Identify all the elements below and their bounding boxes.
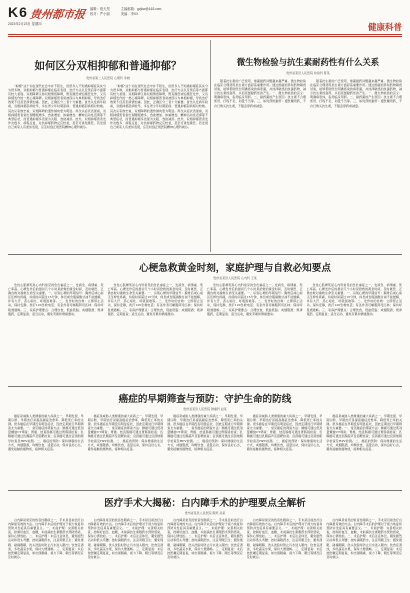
editor-info [90, 7, 320, 17]
article-body-cont: “抑郁”这个词在现代社会中并不陌生，但很多人不知道抑郁症其实分为很多种，双相抑郁与普通抑郁在临床表现、治疗方法以及预后等方面都有较大差别。双相障碍又称双相情感障碍，既有躁狂或轻躁狂发作，又有抑郁发作的一类心境障碍。双相抑郁患者常被误诊为单相抑郁，导致治疗效果不佳甚至病情加重。因此，正确区分二者十分重要。首先从发病年龄看，双相抑郁起病较早，多在青少年时期起病；普通抑郁起病相对较晚。其次从家族史看，双相障碍的遗传倾向更为明显。再次从症状表现看，双相抑郁患者常出现睡眠增多、食欲增加、体重增加、精神运动性迟滞等不典型症状，而普通抑郁多表现为失眠、食欲减退。此外，双相抑郁患者发作次数多、病程反复，对抗抑郁药物反应较差，甚至可诱发躁狂。若发现自己或家人有类似表现，应及时到正规医院精神心理科就诊。 [110, 84, 208, 129]
article-body: 白内障是常见的致盲性眼病之一，手术是目前治疗白内障最有效的方法。白内障手术后的护理对于视力恢复和预防并发症具有重要意义。一、术前护理：完善相关检查，控制好血压、血糖，术前滴抗生素眼药水预防感染，保持心情放松。二、术后护理：术后注意休息，避免剧烈运动和低头弯腰；按时滴眼药水，注意用眼卫生；避免揉眼、碰撞眼睛，洗头洗脸时防止污水进入眼内；饮食宜清淡，多吃蔬菜水果，保持大便通畅。三、定期复查：术后按医嘱定期复查，如出现眼痛、视力下降、眼红等情况应及时就诊。 [8, 518, 84, 559]
article-body: 癌症是威胁人类健康的重大疾病之一，早期发现、早期诊断、早期治疗是提高癌症治愈率、降低死亡率的关键。很多癌症在早期没有明显症状，因此定期进行早期筛查尤为重要。一、常见癌症的筛查方法：肺癌可通过低剂量螺旋CT筛查；胃癌、结直肠癌可通过胃肠镜检查；乳腺癌可通过乳腺超声及钼靶检查；宫颈癌可通过宫颈细胞学检查及HPV检测。二、癌症的预防：保持健康的生活方式，戒烟限酒，均衡饮食，适量运动，保持良好心态，避免接触致癌物质，接种相关疫苗。 [8, 414, 84, 451]
section-divider [8, 386, 402, 387]
article-title: 医疗手术大揭秘：白内障手术的护理要点全解析 [104, 498, 306, 509]
column-divider [210, 40, 211, 252]
article-body: 急性心肌梗死是心内科常见的急危重症之一，发病急、病情重、死亡率高。心梗发作后的最初几个小时是抢救的黄金时间，及时就医、正确自救对挽救生命至关重要。一、识别心梗的早期信号：胸骨后或心前区压榨性疼痛，持续时间超过15分钟，休息或含服硝酸甘油不能缓解，伴有大汗、恶心呕吐、呼吸困难等。二、发作时的自救：立即停止活动，保持安静，拨打120急救电话；有条件者可嚼服阿司匹林；保持呼吸道通畅。三、家庭护理要点：合理饮食，低盐低脂；戒烟限酒；规律服药，定期复查；适当运动，避免劳累和情绪激动。 [8, 283, 104, 316]
dateline: 2023年2月23日 星期四 [8, 22, 42, 26]
article-title: 心梗急救黄金时刻，家庭护理与自救必知要点 [139, 263, 331, 274]
section-divider [8, 254, 402, 255]
header-rule [8, 34, 402, 35]
article-body: 随着抗生素的广泛使用，细菌耐药问题越来越严重。微生物检验在临床合理使用抗生素方面起着重要作用。通过细菌培养和药物敏感试验，能够帮助医生明确感染的病原菌，并选择敏感的抗菌药物，减少抗生素的滥用，从而延缓耐药性的产生。一、微生物检验的意义：明确病原体，指导临床用药。二、耐药菌的产生原因：抗生素不合理使用、疗程不足、剂量不当等。三、如何预防耐药：遵医嘱用药，不自行购买抗生素，不随意停药或减量。 [214, 79, 306, 108]
proofreader: 校对：严小丽 [90, 12, 110, 16]
paper-logo: 贵州都市报 [29, 8, 86, 21]
article-microbiology [214, 40, 402, 252]
article-byline: 贵州省某县人民医院 检验科 陈某 [286, 71, 330, 75]
designer: 美编：李XX [120, 12, 139, 16]
article-body-cont: 白内障是常见的致盲性眼病之一，手术是目前治疗白内障最有效的方法。白内障手术后的护理对于视力恢复和预防并发症具有重要意义。一、术前护理：完善相关检查，控制好血压、血糖，术前滴抗生素眼药水预防感染，保持心情放松。二、术后护理：术后注意休息，避免剧烈运动和低头弯腰；按时滴眼药水，注意用眼卫生；避免揉眼、碰撞眼睛，洗头洗脸时防止污水进入眼内；饮食宜清淡，多吃蔬菜水果，保持大便通畅。三、定期复查：术后按医嘱定期复查，如出现眼痛、视力下降、眼红等情况应及时就诊。 [167, 518, 243, 559]
section-divider [8, 490, 402, 491]
article-body-cont: 随着抗生素的广泛使用，细菌耐药问题越来越严重。微生物检验在临床合理使用抗生素方面起着重要作用。通过细菌培养和药物敏感试验，能够帮助医生明确感染的病原菌，并选择敏感的抗菌药物，减少抗生素的滥用，从而延缓耐药性的产生。一、微生物检验的意义：明确病原体，指导临床用药。二、耐药菌的产生原因：抗生素不合理使用、疗程不足、剂量不当等。三、如何预防耐药：遵医嘱用药，不自行购买抗生素，不随意停药或减量。 [310, 79, 402, 108]
article-body-cont: 白内障是常见的致盲性眼病之一，手术是目前治疗白内障最有效的方法。白内障手术后的护理对于视力恢复和预防并发症具有重要意义。一、术前护理：完善相关检查，控制好血压、血糖，术前滴抗生素眼药水预防感染，保持心情放松。二、术后护理：术后注意休息，避免剧烈运动和低头弯腰；按时滴眼药水，注意用眼卫生；避免揉眼、碰撞眼睛，洗头洗脸时防止污水进入眼内；饮食宜清淡，多吃蔬菜水果，保持大便通畅。三、定期复查：术后按医嘱定期复查，如出现眼痛、视力下降、眼红等情况应及时就诊。 [87, 518, 164, 559]
article-cataract [8, 492, 402, 590]
article-body-cont: 白内障是常见的致盲性眼病之一，手术是目前治疗白内障最有效的方法。白内障手术后的护理对于视力恢复和预防并发症具有重要意义。一、术前护理：完善相关检查，控制好血压、血糖，术前滴抗生素眼药水预防感染，保持心情放松。二、术后护理：术后注意休息，避免剧烈运动和低头弯腰；按时滴眼药水，注意用眼卫生；避免揉眼、碰撞眼睛，洗头洗脸时防止污水进入眼内；饮食宜清淡，多吃蔬菜水果，保持大便通畅。三、定期复查：术后按医嘱定期复查，如出现眼痛、视力下降、眼红等情况应及时就诊。 [326, 518, 402, 559]
page-header [8, 4, 402, 38]
article-heart-attack [8, 256, 402, 384]
article-body-cont: 癌症是威胁人类健康的重大疾病之一，早期发现、早期诊断、早期治疗是提高癌症治愈率、降低死亡率的关键。很多癌症在早期没有明显症状，因此定期进行早期筛查尤为重要。一、常见癌症的筛查方法：肺癌可通过低剂量螺旋CT筛查；胃癌、结直肠癌可通过胃肠镜检查；乳腺癌可通过乳腺超声及钼靶检查；宫颈癌可通过宫颈细胞学检查及HPV检测。二、癌症的预防：保持健康的生活方式，戒烟限酒，均衡饮食，适量运动，保持良好心态，避免接触致癌物质，接种相关疫苗。 [326, 414, 402, 451]
article-byline: 贵州省某县人民医院 肿瘤科 赵某 [183, 407, 227, 411]
article-cancer [8, 388, 402, 488]
article-title: 如何区分双相抑郁和普通抑郁？ [34, 60, 182, 72]
article-byline: 贵州省第二人民医院 心理科 李晓 [86, 76, 130, 80]
article-body-cont: 急性心肌梗死是心内科常见的急危重症之一，发病急、病情重、死亡率高。心梗发作后的最初几个小时是抢救的黄金时间，及时就医、正确自救对挽救生命至关重要。一、识别心梗的早期信号：胸骨后或心前区压榨性疼痛，持续时间超过15分钟，休息或含服硝酸甘油不能缓解，伴有大汗、恶心呕吐、呼吸困难等。二、发作时的自救：立即停止活动，保持安静，拨打120急救电话；有条件者可嚼服阿司匹林；保持呼吸道通畅。三、家庭护理要点：合理饮食，低盐低脂；戒烟限酒；规律服药，定期复查；适当运动，避免劳累和情绪激动。 [107, 283, 203, 316]
section-name: 健康科普 [367, 22, 402, 32]
article-body-cont: 急性心肌梗死是心内科常见的急危重症之一，发病急、病情重、死亡率高。心梗发作后的最初几个小时是抢救的黄金时间，及时就医、正确自救对挽救生命至关重要。一、识别心梗的早期信号：胸骨后或心前区压榨性疼痛，持续时间超过15分钟，休息或含服硝酸甘油不能缓解，伴有大汗、恶心呕吐、呼吸困难等。二、发作时的自救：立即停止活动，保持安静，拨打120急救电话；有条件者可嚼服阿司匹林；保持呼吸道通畅。三、家庭护理要点：合理饮食，低盐低脂；戒烟限酒；规律服药，定期复查；适当运动，避免劳累和情绪激动。 [207, 283, 303, 316]
header-rule-thin [8, 36, 402, 37]
article-body-cont: 癌症是威胁人类健康的重大疾病之一，早期发现、早期诊断、早期治疗是提高癌症治愈率、降低死亡率的关键。很多癌症在早期没有明显症状，因此定期进行早期筛查尤为重要。一、常见癌症的筛查方法：肺癌可通过低剂量螺旋CT筛查；胃癌、结直肠癌可通过胃肠镜检查；乳腺癌可通过乳腺超声及钼靶检查；宫颈癌可通过宫颈细胞学检查及HPV检测。二、癌症的预防：保持健康的生活方式，戒烟限酒，均衡饮食，适量运动，保持良好心态，避免接触致癌物质，接种相关疫苗。 [246, 414, 323, 451]
article-body-cont: 癌症是威胁人类健康的重大疾病之一，早期发现、早期诊断、早期治疗是提高癌症治愈率、降低死亡率的关键。很多癌症在早期没有明显症状，因此定期进行早期筛查尤为重要。一、常见癌症的筛查方法：肺癌可通过低剂量螺旋CT筛查；胃癌、结直肠癌可通过胃肠镜检查；乳腺癌可通过乳腺超声及钼靶检查；宫颈癌可通过宫颈细胞学检查及HPV检测。二、癌症的预防：保持健康的生活方式，戒烟限酒，均衡饮食，适量运动，保持良好心态，避免接触致癌物质，接种相关疫苗。 [167, 414, 243, 451]
article-body-cont: 癌症是威胁人类健康的重大疾病之一，早期发现、早期诊断、早期治疗是提高癌症治愈率、降低死亡率的关键。很多癌症在早期没有明显症状，因此定期进行早期筛查尤为重要。一、常见癌症的筛查方法：肺癌可通过低剂量螺旋CT筛查；胃癌、结直肠癌可通过胃肠镜检查；乳腺癌可通过乳腺超声及钼靶检查；宫颈癌可通过宫颈细胞学检查及HPV检测。二、癌症的预防：保持健康的生活方式，戒烟限酒，均衡饮食，适量运动，保持良好心态，避免接触致癌物质，接种相关疫苗。 [87, 414, 164, 451]
article-body: “抑郁”这个词在现代社会中并不陌生，但很多人不知道抑郁症其实分为很多种，双相抑郁与普通抑郁在临床表现、治疗方法以及预后等方面都有较大差别。双相障碍又称双相情感障碍，既有躁狂或轻躁狂发作，又有抑郁发作的一类心境障碍。双相抑郁患者常被误诊为单相抑郁，导致治疗效果不佳甚至病情加重。因此，正确区分二者十分重要。首先从发病年龄看，双相抑郁起病较早，多在青少年时期起病；普通抑郁起病相对较晚。其次从家族史看，双相障碍的遗传倾向更为明显。再次从症状表现看，双相抑郁患者常出现睡眠增多、食欲增加、体重增加、精神运动性迟滞等不典型症状，而普通抑郁多表现为失眠、食欲减退。此外，双相抑郁患者发作次数多、病程反复，对抗抑郁药物反应较差，甚至可诱发躁狂。若发现自己或家人有类似表现，应及时到正规医院精神心理科就诊。 [8, 84, 106, 129]
article-title: 微生物检验与抗生素耐药性有什么关系 [236, 57, 380, 67]
editor: 编辑：欧天昊 [90, 7, 110, 11]
page-number: K6 [8, 4, 28, 20]
article-body-cont: 急性心肌梗死是心内科常见的急危重症之一，发病急、病情重、死亡率高。心梗发作后的最初几个小时是抢救的黄金时间，及时就医、正确自救对挽救生命至关重要。一、识别心梗的早期信号：胸骨后或心前区压榨性疼痛，持续时间超过15分钟，休息或含服硝酸甘油不能缓解，伴有大汗、恶心呕吐、呼吸困难等。二、发作时的自救：立即停止活动，保持安静，拨打120急救电话；有条件者可嚼服阿司匹林；保持呼吸道通畅。三、家庭护理要点：合理饮食，低盐低脂；戒烟限酒；规律服药，定期复查；适当运动，避免劳累和情绪激动。 [306, 283, 402, 316]
article-byline: 贵州省某县人民医院 心内科 王某 [213, 276, 257, 280]
article-title: 癌症的早期筛查与预防：守护生命的防线 [118, 394, 292, 405]
article-body-cont: 白内障是常见的致盲性眼病之一，手术是目前治疗白内障最有效的方法。白内障手术后的护理对于视力恢复和预防并发症具有重要意义。一、术前护理：完善相关检查，控制好血压、血糖，术前滴抗生素眼药水预防感染，保持心情放松。二、术后护理：术后注意休息，避免剧烈运动和低头弯腰；按时滴眼药水，注意用眼卫生；避免揉眼、碰撞眼睛，洗头洗脸时防止污水进入眼内；饮食宜清淡，多吃蔬菜水果，保持大便通畅。三、定期复查：术后按医嘱定期复查，如出现眼痛、视力下降、眼红等情况应及时就诊。 [246, 518, 323, 559]
article-depression [8, 40, 208, 252]
article-byline: 贵州省某县人民医院 眼科 孙某 [184, 511, 226, 515]
editor-email: 主编邮箱：gzjkw@163.com [120, 7, 162, 11]
